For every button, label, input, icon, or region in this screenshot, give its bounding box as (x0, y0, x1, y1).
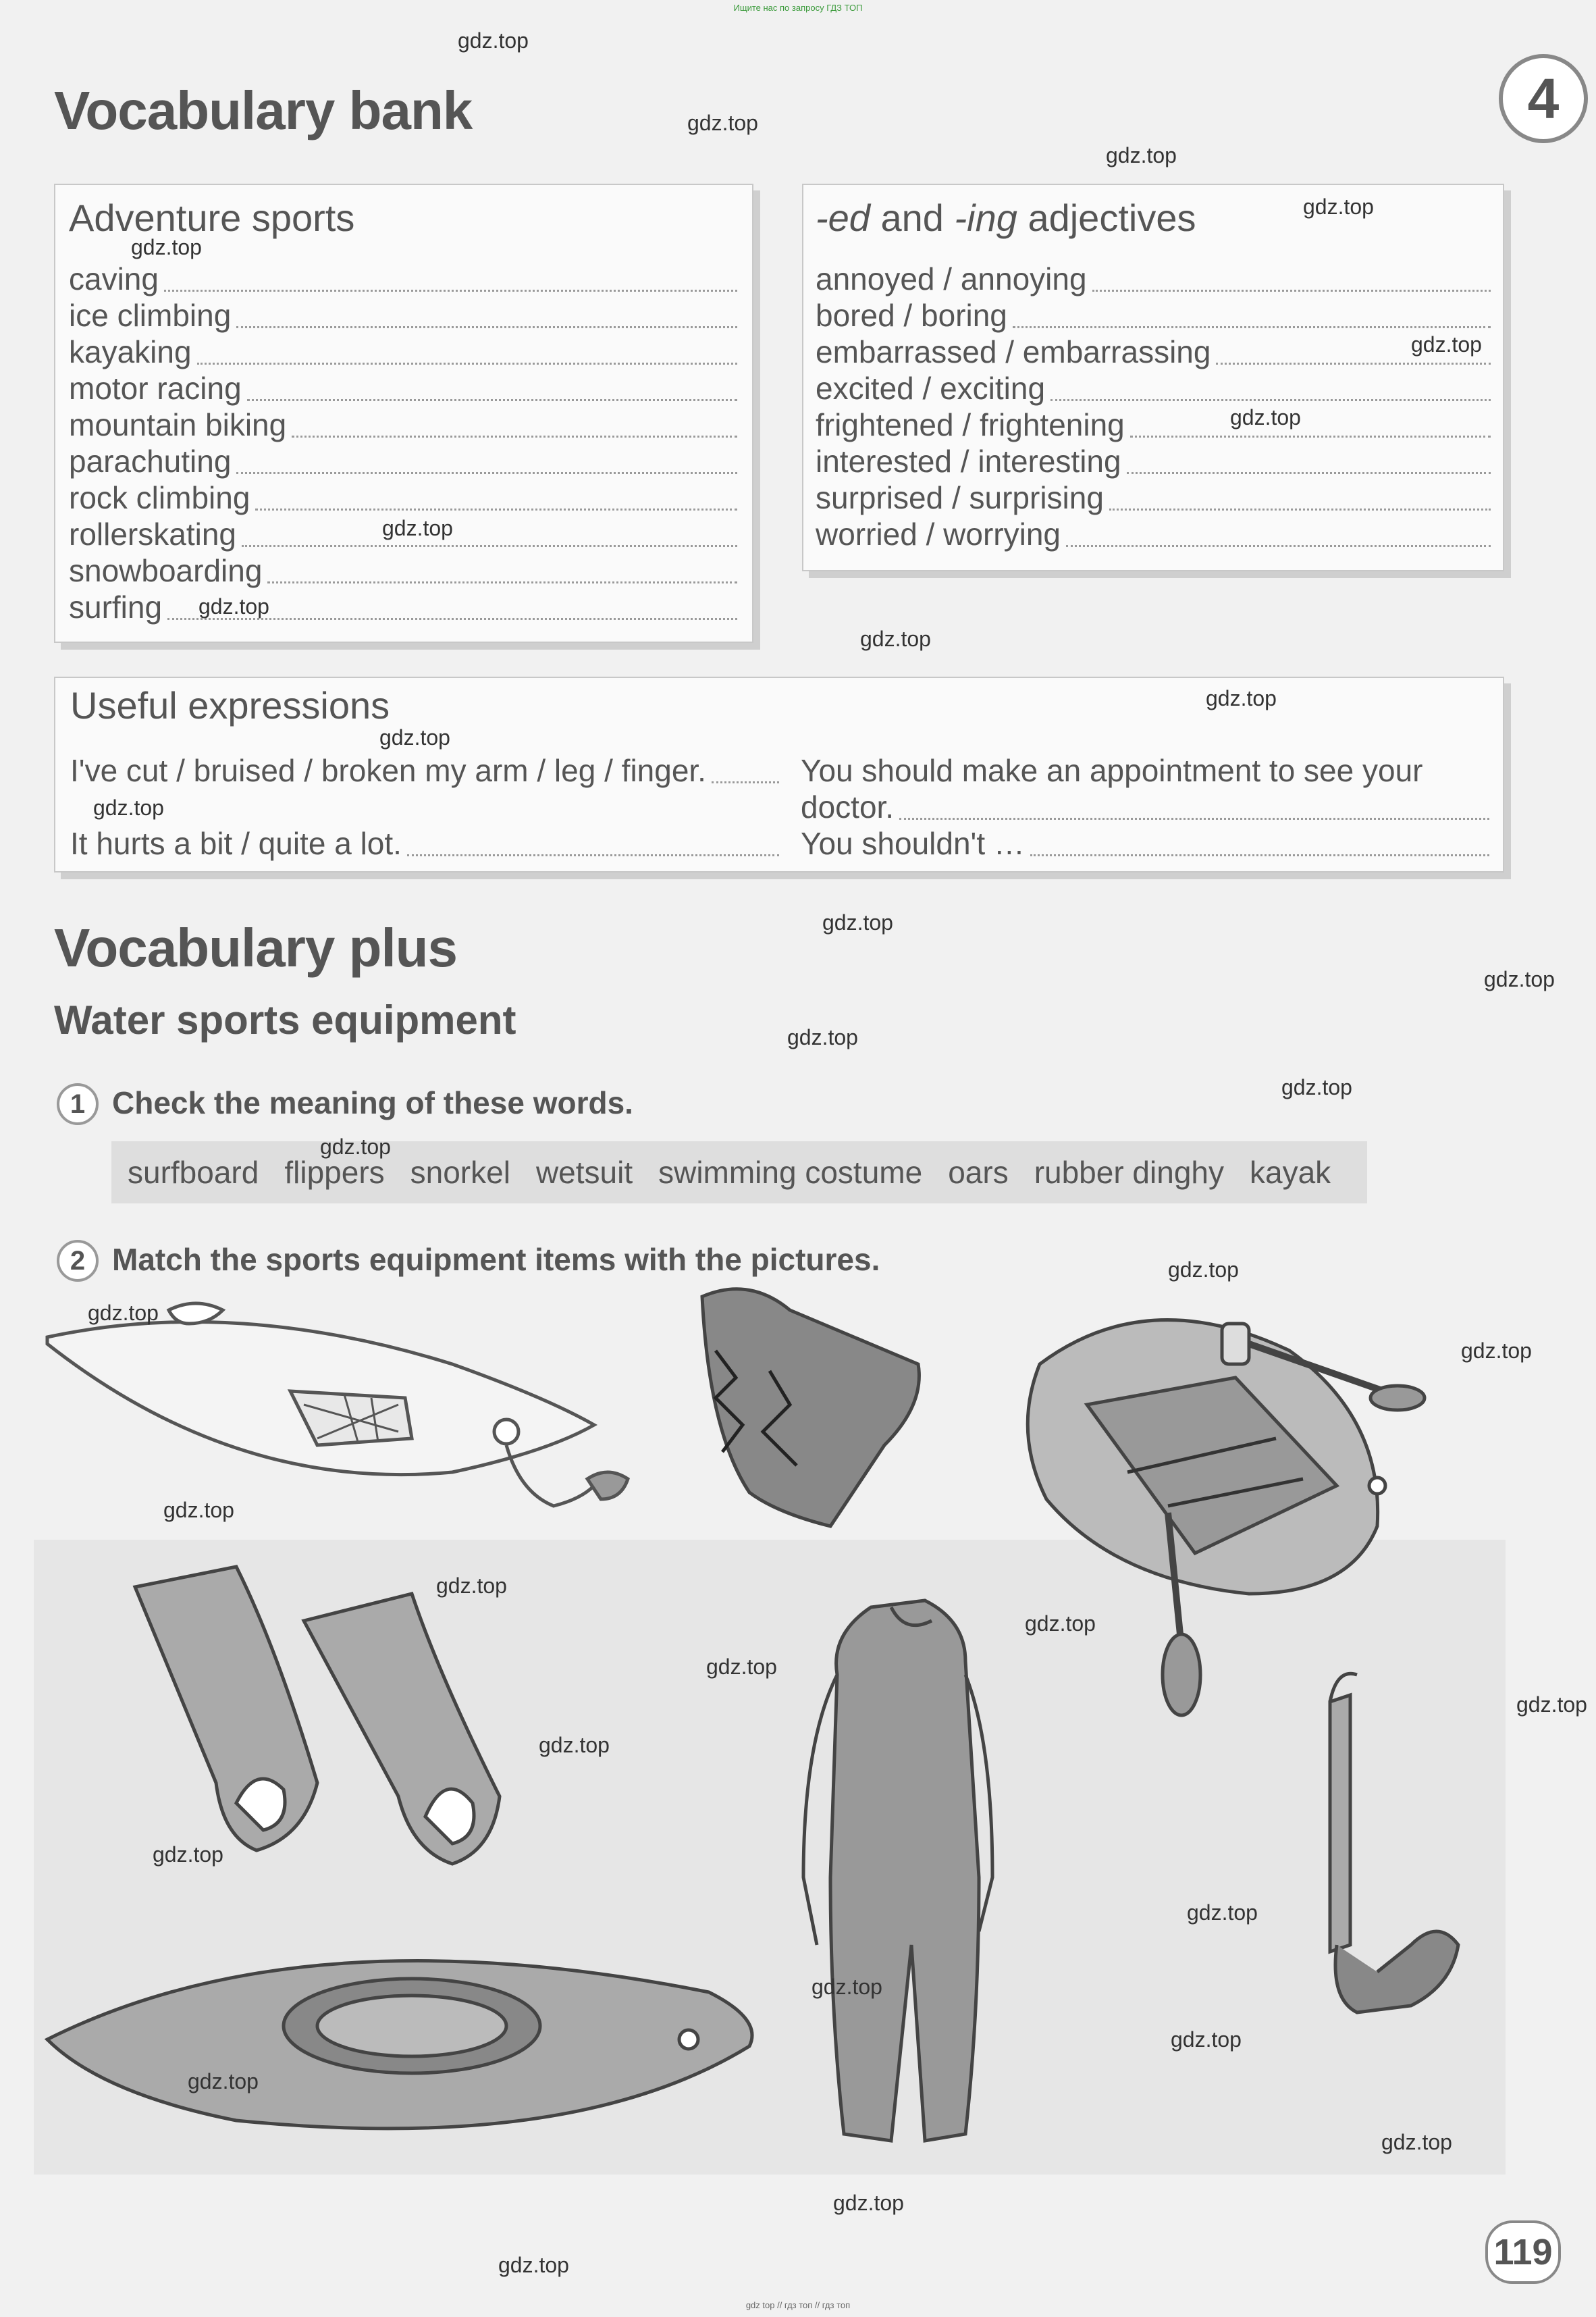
word: flippers (284, 1155, 385, 1190)
watermark: gdz.top (1230, 405, 1301, 429)
watermark: gdz.top (687, 111, 758, 135)
watermark: gdz.top (1206, 686, 1277, 710)
list-item: parachuting (69, 443, 737, 479)
task-2-number: 2 (57, 1240, 99, 1282)
word: wetsuit (535, 1155, 633, 1190)
task-1-text: Check the meaning of these words. (112, 1085, 633, 1120)
word: rubber dinghy (1034, 1155, 1224, 1190)
task-1-number: 1 (57, 1083, 99, 1125)
list-item: surprised / surprising (816, 479, 1491, 516)
list-item: It hurts a bit / quite a lot. (70, 825, 779, 862)
useful-expressions-title: Useful expressions (70, 684, 390, 727)
adjectives-box (802, 184, 1504, 571)
watermark: gdz.top (88, 1301, 159, 1325)
watermark: gdz.top (131, 235, 202, 259)
unit-badge: 4 (1499, 54, 1588, 143)
vocabulary-bank-title: Vocabulary bank (54, 80, 473, 140)
watermark: gdz.top (458, 28, 529, 53)
list-item: annoyed / annoying (816, 261, 1491, 297)
watermark: gdz.top (1281, 1075, 1352, 1099)
watermark: gdz.top (1516, 1692, 1587, 1717)
word: swimming costume (658, 1155, 923, 1190)
watermark: gdz.top (1381, 2130, 1452, 2154)
watermark: gdz.top (382, 516, 453, 540)
list-item: You shouldn't … (801, 825, 1489, 862)
equipment-pictures (34, 1270, 1506, 2175)
watermark: gdz.top (833, 2191, 904, 2215)
list-item: surfing (69, 589, 737, 625)
watermark: gdz.top (498, 2253, 569, 2277)
list-item: caving (69, 261, 737, 297)
list-item: kayaking (69, 334, 737, 370)
watermark: gdz.top (1484, 967, 1555, 991)
watermark: gdz.top (860, 627, 931, 651)
watermark: gdz.top (1025, 1611, 1096, 1636)
watermark: gdz.top (539, 1733, 610, 1757)
list-item: embarrassed / embarrassing (816, 334, 1491, 370)
list-item: motor racing (69, 370, 737, 407)
list-item: excited / exciting (816, 370, 1491, 407)
vocabulary-plus-title: Vocabulary plus (54, 918, 458, 978)
adjectives-title: -ed and -ing adjectives (816, 197, 1196, 239)
watermark: gdz.top (198, 594, 269, 619)
watermark: gdz.top (153, 1842, 223, 1867)
word: oars (948, 1155, 1009, 1190)
list-item: I've cut / bruised / broken my arm / leg / finger. (70, 752, 779, 789)
adventure-sports-title: Adventure sports (69, 197, 355, 239)
watermark: gdz.top (188, 2069, 259, 2093)
list-item: rock climbing (69, 479, 737, 516)
watermark: gdz.top (787, 1025, 858, 1049)
list-item: worried / worrying (816, 516, 1491, 552)
watermark: gdz.top (163, 1498, 234, 1522)
watermark: gdz.top (1106, 143, 1177, 167)
surfboard-picture (47, 1303, 628, 1506)
neoprene-boot-picture (702, 1289, 919, 1526)
watermark: gdz.top (1171, 2027, 1242, 2052)
watermark: gdz.top (1168, 1257, 1239, 1282)
list-item: rollerskating (69, 516, 737, 552)
list-item: mountain biking (69, 407, 737, 443)
word-bank (111, 1141, 1367, 1203)
watermark: gdz.top (379, 725, 450, 750)
list-item: You should make an appointment to see your (801, 753, 1423, 788)
watermark: gdz.top (93, 796, 164, 820)
list-item: bored / boring (816, 297, 1491, 334)
watermark: gdz.top (1187, 1900, 1258, 1925)
list-item: ice climbing (69, 297, 737, 334)
top-banner: Ищите нас по запросу ГДЗ ТОП (733, 3, 863, 13)
watermark: gdz.top (812, 1975, 882, 1999)
task-2-text: Match the sports equipment items with the pictures. (112, 1242, 880, 1277)
list-item: snowboarding (69, 552, 737, 589)
watermark: gdz.top (1461, 1338, 1532, 1363)
watermark: gdz.top (1303, 194, 1374, 219)
watermark: gdz.top (436, 1573, 507, 1598)
watermark: gdz.top (822, 910, 893, 935)
word: snorkel (410, 1155, 510, 1190)
bottom-banner: gdz top // гдз топ // гдз топ (745, 2300, 851, 2310)
watermark: gdz.top (706, 1655, 777, 1679)
word: kayak (1250, 1155, 1331, 1190)
watermark: gdz.top (1411, 332, 1482, 357)
list-item: doctor. (801, 789, 1489, 825)
watermark: gdz.top (320, 1135, 391, 1159)
page-number: 119 (1485, 2220, 1561, 2284)
water-sports-title: Water sports equipment (54, 997, 516, 1043)
list-item: frightened / frightening (816, 407, 1491, 443)
word: surfboard (128, 1155, 259, 1190)
list-item: interested / interesting (816, 443, 1491, 479)
useful-expressions-box (54, 677, 1504, 873)
